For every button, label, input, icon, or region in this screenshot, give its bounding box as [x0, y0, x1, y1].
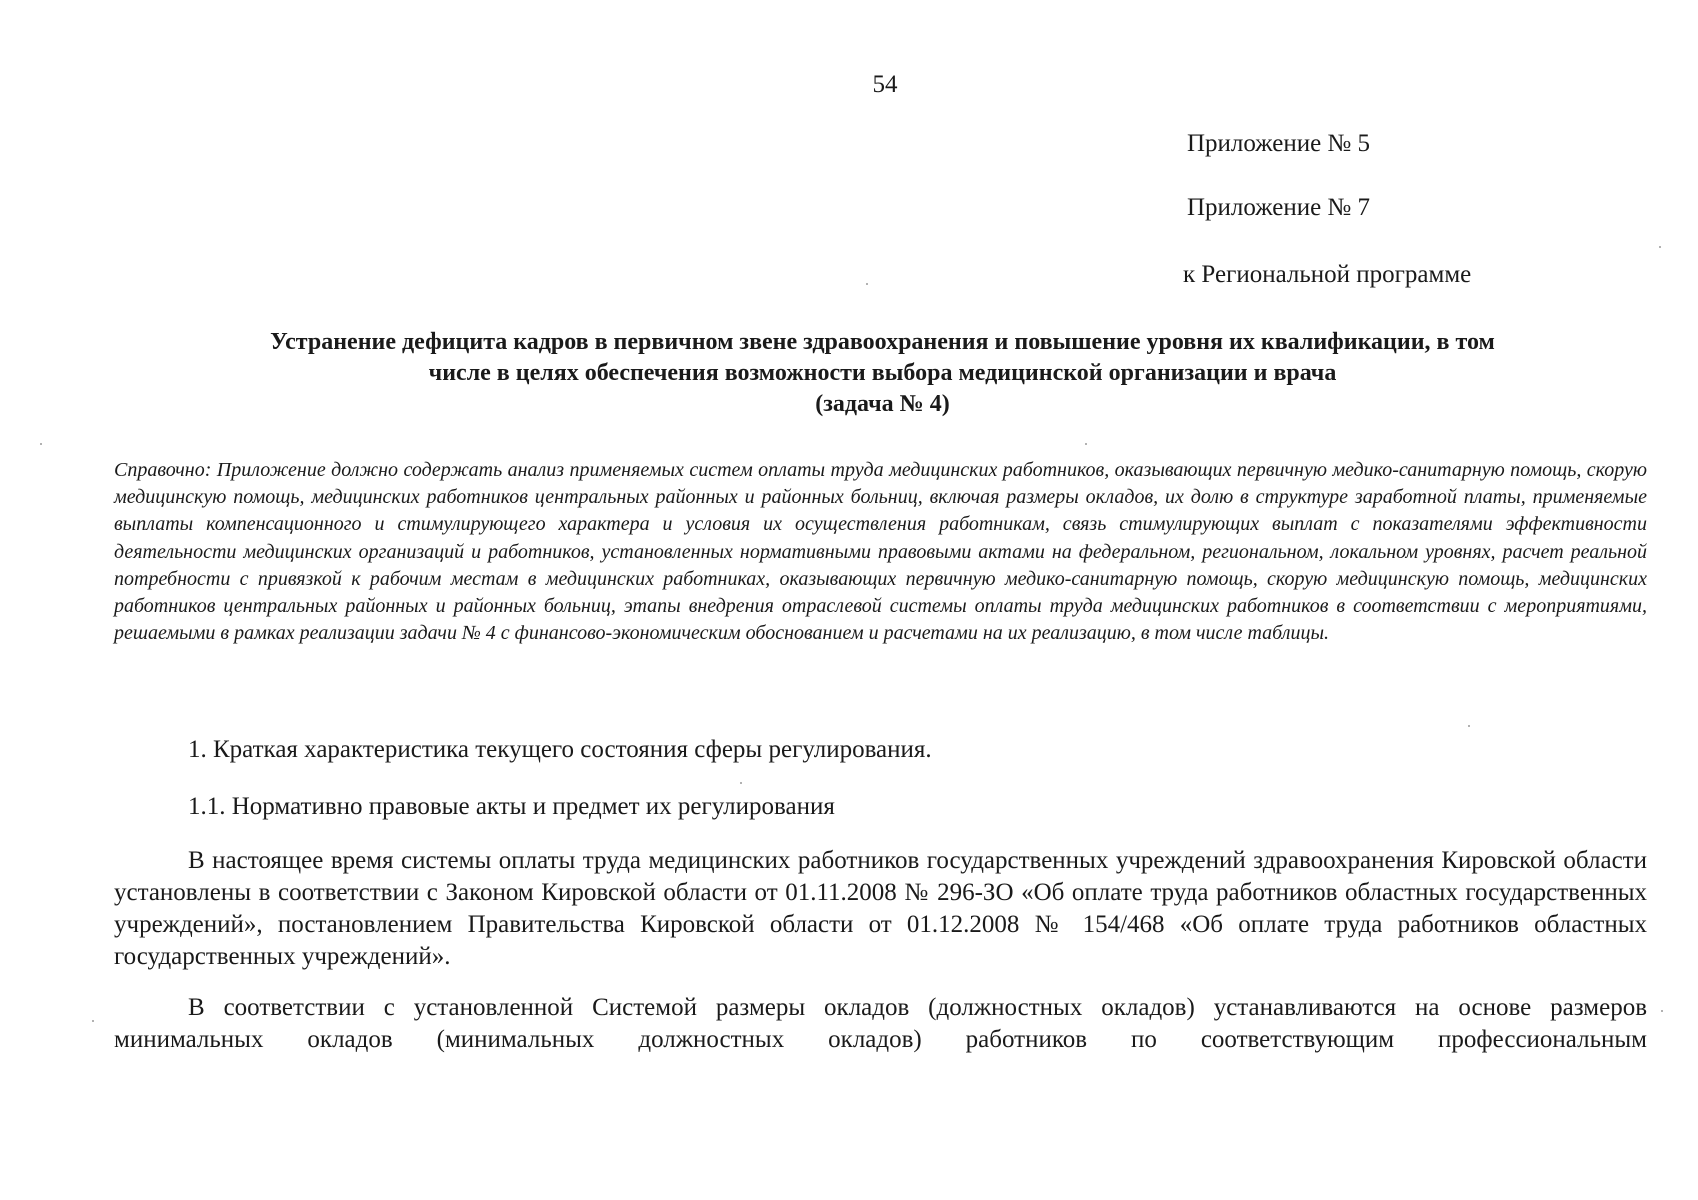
scan-speck [1659, 246, 1661, 248]
scan-speck [866, 283, 868, 285]
title-line-3: (задача № 4) [815, 391, 950, 417]
appendix-label-5: Приложение № 5 [1187, 130, 1371, 157]
document-title [110, 327, 1655, 420]
section-heading-1-1: 1.1. Нормативно правовые акты и предмет их регулирования [188, 793, 835, 820]
reference-note: Справочно: Приложение должно содержать анализ применяемых систем оплаты труда медицинских работников, оказывающих первичную медико-санитарную помощь, скорую медицинскую помощь, медицинских работников центральных районных и районных больниц, включая размеры окладов, их долю в структуре заработной платы, применяемые выплаты компенсационного и стимулирующего характера и условия их осуществления работникам, связь стимулирующих выплат с показателями эффективности деятельности медицинских организаций и работников, установленных нормативными правовыми актами на федеральном, региональном, локальном уровнях, расчет реальной потребности с привязкой к рабочим местам в медицинских работниках, оказывающих первичную медико-санитарную помощь, скорую медицинскую помощь, медицинских работников центральных районных и районных больниц, этапы внедрения отраслевой системы оплаты труда медицинских работников в соответствии с мероприятиями, решаемыми в рамках реализации задачи № 4 с финансово-экономическим обоснованием и расчетами на их реализацию, в том числе таблицы. [114, 459, 1647, 645]
scan-speck [1661, 1010, 1663, 1012]
scan-speck [1468, 725, 1470, 727]
appendix-program-reference: к Региональной программе [1183, 261, 1472, 288]
appendix-label-7: Приложение № 7 [1187, 194, 1371, 221]
scan-speck [40, 443, 42, 445]
scan-speck [92, 1020, 94, 1022]
page-number: 54 [872, 71, 898, 98]
title-line-2: числе в целях обеспечения возможности выбора медицинской организации и врача [428, 360, 1337, 386]
scan-speck [1085, 443, 1087, 445]
title-line-1: Устранение дефицита кадров в первичном звене здравоохранения и повышение уровня их квалификации, в том [270, 329, 1495, 355]
scan-speck [740, 782, 742, 784]
section-heading-1: 1. Краткая характеристика текущего состояния сферы регулирования. [188, 736, 932, 763]
body-paragraph-2: В соответствии с установленной Системой размеры окладов (должностных окладов) устанавливаются на основе размеров минимальных окладов (минимальных должностных окладов) работников по соответствующим профессиональным [114, 994, 1647, 1053]
body-paragraph-1: В настоящее время системы оплаты труда медицинских работников государственных учреждений здравоохранения Кировской области установлены в соответствии с Законом Кировской области от 01.11.2008 № 296-ЗО «Об оплате труда работников областных государственных учреждений», постановлением Правительства Кировской области от 01.12.2008 № 154/468 «Об оплате труда работников областных государственных учреждений». [114, 847, 1647, 970]
